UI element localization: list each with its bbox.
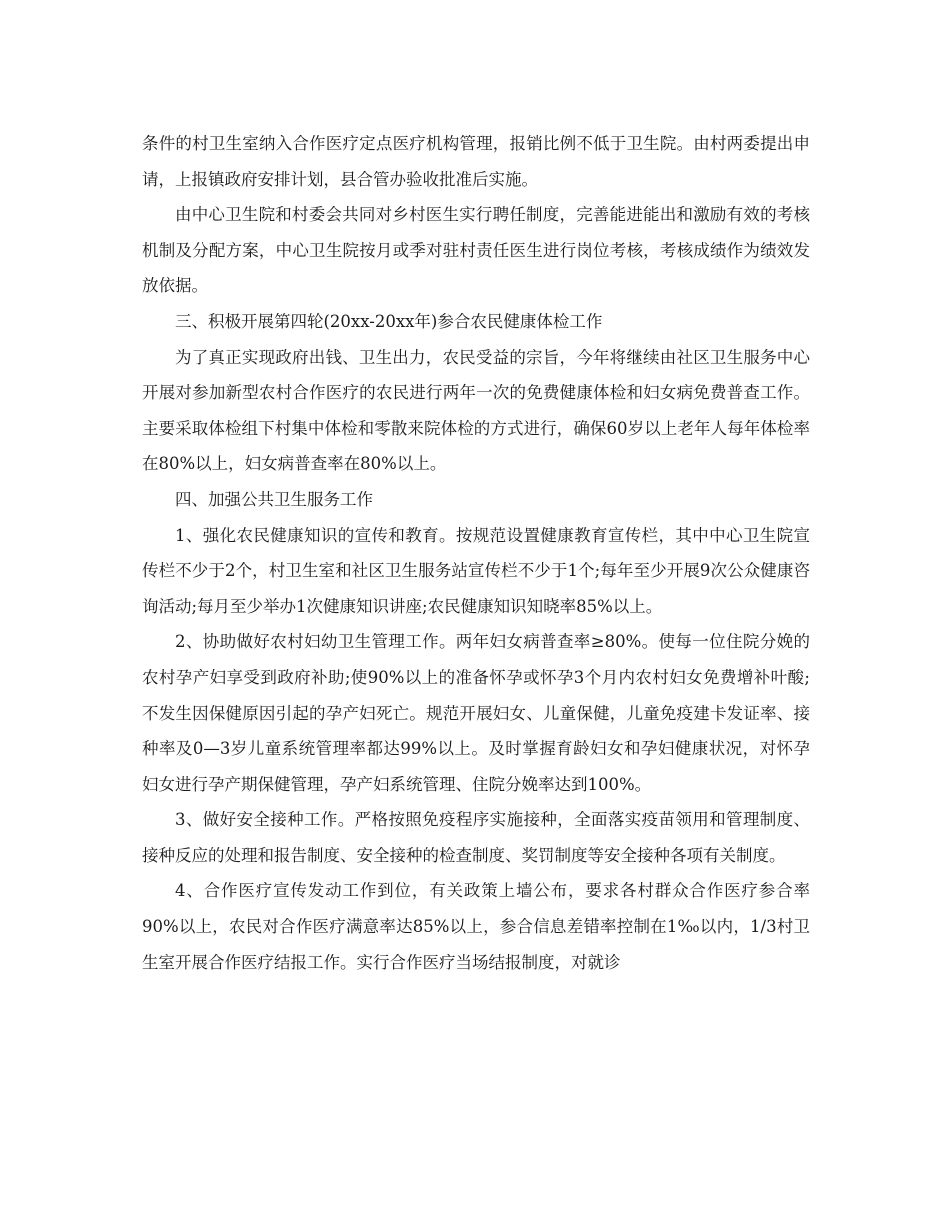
paragraph-1: 条件的村卫生室纳入合作医疗定点医疗机构管理，报销比例不低于卫生院。由村两委提出申请，上报镇政府安排计划，县合管办验收批准后实施。 [142,134,810,189]
paragraph-4: 为了真正实现政府出钱、卫生出力，农民受益的宗旨，今年将继续由社区卫生服务中心开展对参加新型农村合作医疗的农民进行两年一次的免费健康体检和妇女病免费普查工作。主要采取体检组下村集中体检和零散来院体检的方式进行，确保60岁以上老年人每年体检率在80%以上，妇女病普查率在80%以上。 [142,347,810,474]
paragraph-2: 由中心卫生院和村委会共同对乡村医生实行聘任制度，完善能进能出和激励有效的考核机制及分配方案，中心卫生院按月或季对驻村责任医生进行岗位考核，考核成绩作为绩效发放依据。 [142,205,810,296]
paragraph-item-1: 1、强化农民健康知识的宣传和教育。按规范设置健康教育宣传栏，其中中心卫生院宣传栏不少于2个，村卫生室和社区卫生服务站宣传栏不少于1个;每年至少开展9次公众健康咨询活动;每月至少举办1次健康知识讲座;农民健康知识知晓率85%以上。 [142,525,810,616]
document-body [142,126,810,980]
section-heading-4: 四、加强公共卫生服务工作 [175,489,373,509]
paragraph-item-3: 3、做好安全接种工作。严格按照免疫程序实施接种，全面落实疫苗领用和管理制度、接种反应的处理和报告制度、安全接种的检查制度、奖罚制度等安全接种各项有关制度。 [142,810,810,865]
paragraph-item-2: 2、协助做好农村妇幼卫生管理工作。两年妇女病普查率≥80%。使每一位住院分娩的农村孕产妇享受到政府补助;使90%以上的准备怀孕或怀孕3个月内农村妇女免费增补叶酸;不发生因保健原因引起的孕产妇死亡。规范开展妇女、儿童保健，儿童免疫建卡发证率、接种率及0—3岁儿童系统管理率都达99%以上。及时掌握育龄妇女和孕妇健康状况，对怀孕妇女进行孕产期保健管理，孕产妇系统管理、住院分娩率达到100%。 [142,632,810,794]
paragraph-item-4: 4、合作医疗宣传发动工作到位，有关政策上墙公布，要求各村群众合作医疗参合率90%以上，农民对合作医疗满意率达85%以上，参合信息差错率控制在1‰以内，1/3村卫生室开展合作医疗结报工作。实行合作医疗当场结报制度，对就诊 [142,881,810,972]
section-heading-3: 三、积极开展第四轮(20xx-20xx年)参合农民健康体检工作 [175,311,603,331]
